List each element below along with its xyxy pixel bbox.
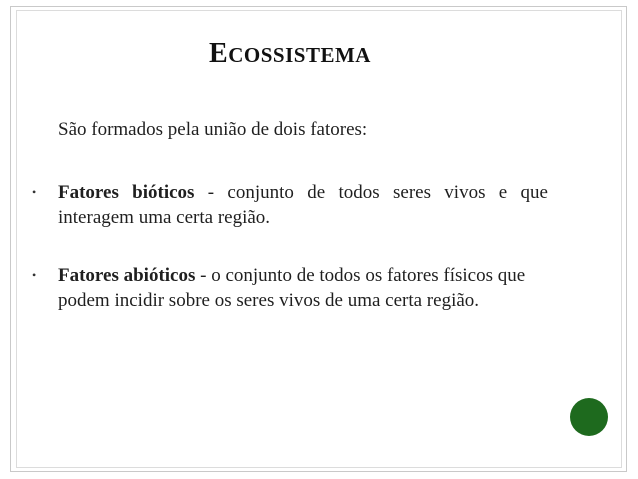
bullet-bioticos (32, 180, 548, 230)
intro-text: São formados pela união de dois fatores: (58, 119, 368, 140)
bullet-text: - conjunto de todos seres vivos e que interagem uma certa região. (58, 182, 548, 228)
slide-frame-inner (16, 10, 622, 468)
bullet-term: Fatores bióticos (58, 182, 195, 203)
bullet-term: Fatores abióticos (58, 265, 196, 286)
green-circle-decoration (570, 398, 608, 436)
bullet-dot: • (32, 185, 37, 199)
bullet-abioticos (32, 263, 548, 313)
title-rest: COSSISTEMA (228, 43, 371, 67)
title-first-letter: E (209, 38, 229, 69)
bullet-text: - o conjunto de todos os fatores físicos que podem incidir sobre os seres vivos de uma certa região. (58, 265, 526, 311)
slide-title (0, 38, 580, 70)
bullet-dot: • (32, 268, 37, 282)
